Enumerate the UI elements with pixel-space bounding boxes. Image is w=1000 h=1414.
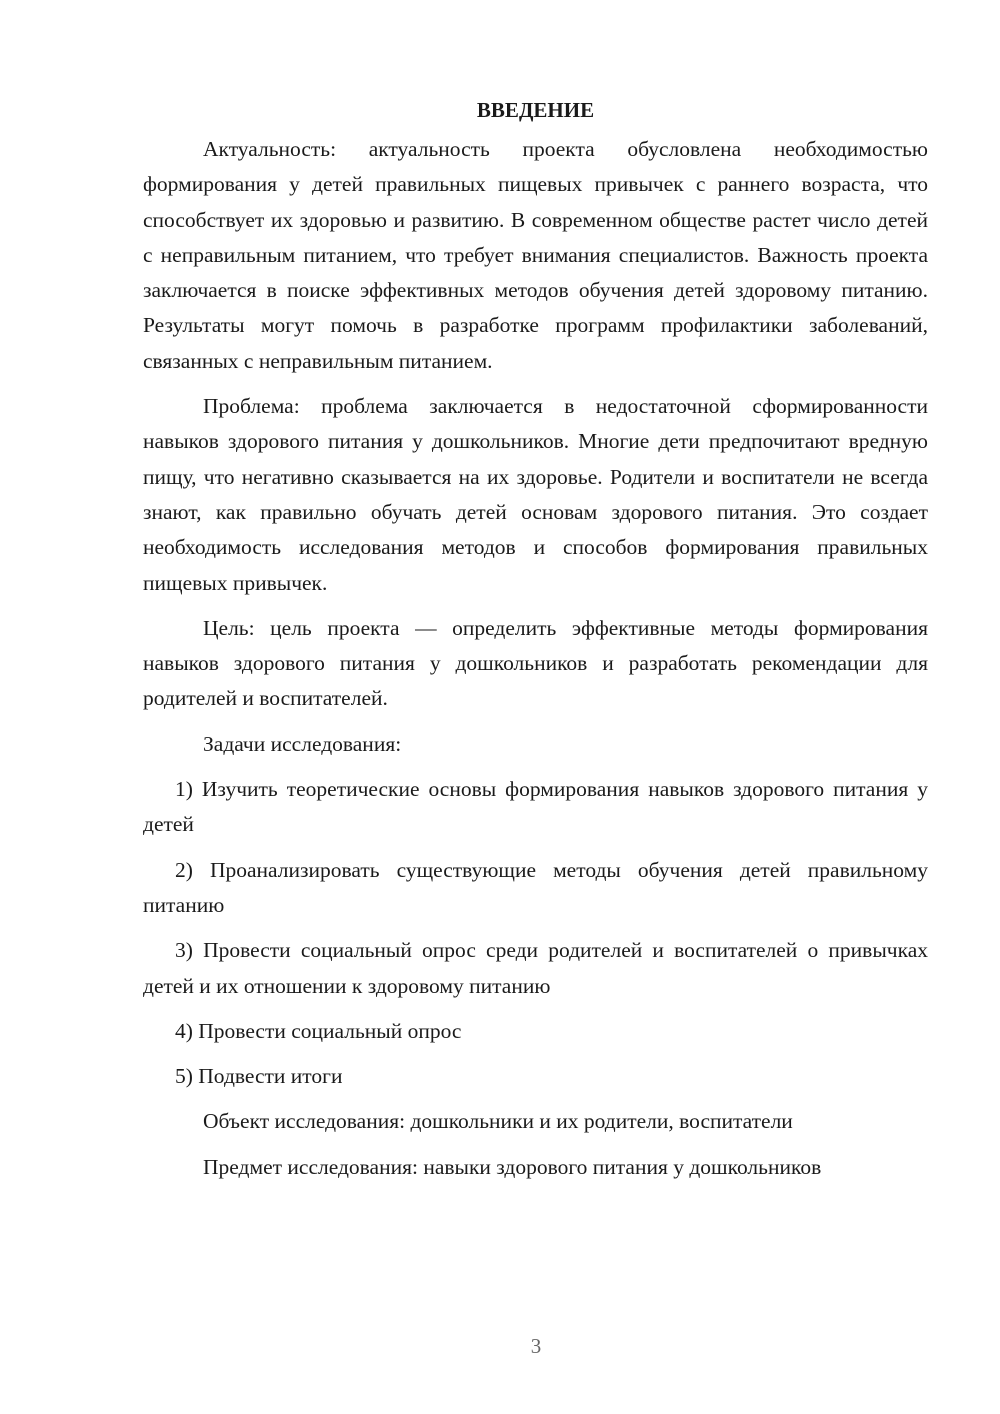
page-title: ВВЕДЕНИЕ	[476, 98, 595, 122]
tasks-list	[143, 772, 928, 1094]
list-item: 2) Проанализировать существующие методы обучения детей правильному питанию	[143, 857, 928, 917]
list-item: 5) Подвести итоги	[175, 1064, 343, 1089]
list-item: 1) Изучить теоретические основы формирования навыков здорового питания у детей	[143, 777, 928, 837]
document-page	[143, 92, 928, 1195]
problem-paragraph: Проблема: проблема заключается в недостаточной сформированности навыков здорового питания у дошкольников. Многие дети предпочитают вредную пищу, что негативно сказывается на их здоровье. Родители и воспитатели не всегда знают, как правильно обучать детей основам здорового питания. Это создает необходимость исследования методов и способов формирования правильных пищевых привычек.	[143, 394, 928, 595]
subject-paragraph: Предмет исследования: навыки здорового питания у дошкольников	[203, 1154, 822, 1179]
list-item: 4) Провести социальный опрос	[175, 1018, 462, 1043]
relevance-paragraph: Актуальность: актуальность проекта обусловлена необходимостью формирования у детей правильных пищевых привычек с раннего возраста, что способствует их здоровью и развитию. В современном обществе растет число детей с неправильным питанием, что требует внимания специалистов. Важность проекта заключается в поиске эффективных методов обучения детей здоровому питанию. Результаты могут помочь в разработке программ профилактики заболеваний, связанных с неправильным питанием.	[143, 137, 928, 373]
page-number: 3	[530, 1334, 542, 1358]
list-item: 3) Провести социальный опрос среди родителей и воспитателей о привычках детей и их отношении к здоровому питанию	[143, 938, 928, 998]
tasks-heading: Задачи исследования:	[203, 731, 402, 756]
object-paragraph: Объект исследования: дошкольники и их родители, воспитатели	[203, 1109, 793, 1134]
goal-paragraph: Цель: цель проекта — определить эффективные методы формирования навыков здорового питания у дошкольников и разработать рекомендации для родителей и воспитателей.	[143, 615, 928, 711]
